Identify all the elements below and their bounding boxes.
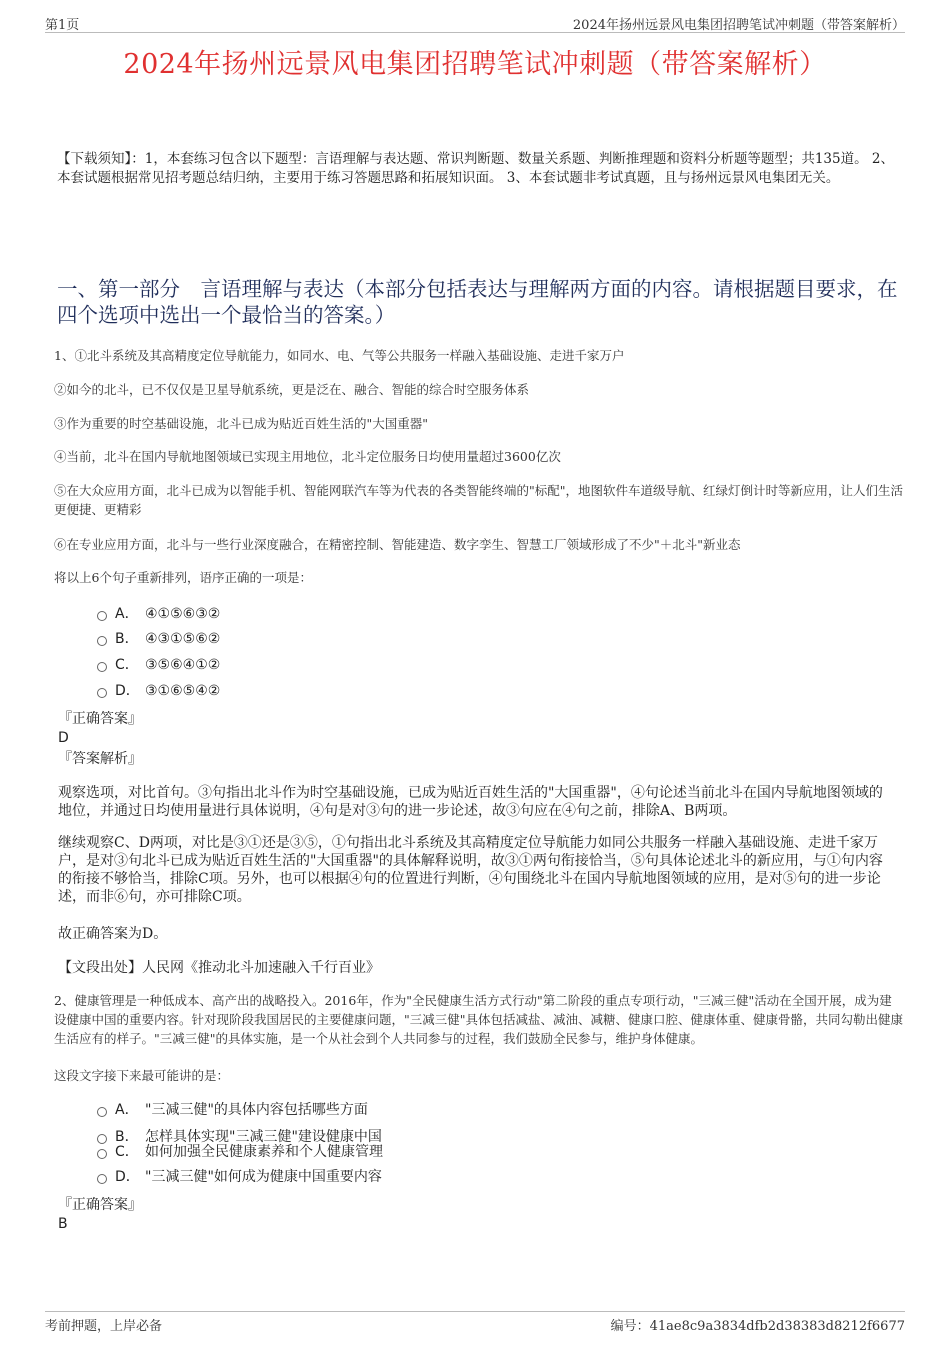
q2-answer-label: 『正确答案』 xyxy=(58,1197,142,1213)
q1-prompt: 将以上6个句子重新排列，语序正确的一项是： xyxy=(54,570,312,585)
header-doc-title: 2024年扬州远景风电集团招聘笔试冲刺题（带答案解析） xyxy=(572,18,905,33)
q2-option-d[interactable]: D． "三减三健"如何成为健康中国重要内容 xyxy=(97,1167,382,1187)
q1-sentence-5: ⑤在大众应用方面，北斗已成为以智能手机、智能网联汽车等为代表的各类智能终端的"标配"，地图软件车道级导航、红绿灯倒计时等新应用，让人们生活更便捷、更精彩 xyxy=(54,483,904,517)
q2-option-c[interactable]: C． 如何加强全民健康素养和个人健康管理 xyxy=(97,1142,383,1162)
q1-analysis-paragraph-2: 继续观察C、D两项，对比是③①还是③⑤，①句指出北斗系统及其高精度定位导航能力如同公共服务一样融入基础设施、走进千家万户，是对③句北斗已成为贴近百姓生活的"大国重器"的具体解释说明，故③①两句衔接恰当，⑤句具体论述北斗的新应用，与①句内容的衔接不够恰当，排除C项。另外，也可以根据④句的位置进行判断，④句围绕北斗在国内导航地图领域的应用，是对⑤句的进一步论述，而非⑥句，亦可排除C项。 xyxy=(58,835,883,905)
footer-doc-id: 编号：41ae8c9a3834dfb2d38383d8212f6677 xyxy=(610,1319,905,1334)
page-title: 2024年扬州远景风电集团招聘笔试冲刺题（带答案解析） xyxy=(123,49,827,80)
q1-sentence-2: ②如今的北斗，已不仅仅是卫星导航系统，更是泛在、融合、智能的综合时空服务体系 xyxy=(54,382,530,397)
q1-sentence-6: ⑥在专业应用方面，北斗与一些行业深度融合，在精密控制、智能建造、数字孪生、智慧工厂领域形成了不少"＋北斗"新业态 xyxy=(54,537,741,552)
page-number: 第1页 xyxy=(45,18,80,33)
q2-stem: 2、健康管理是一种低成本、高产出的战略投入。2016年，作为"全民健康生活方式行动"第二阶段的重点专项行动，"三减三健"活动在全国开展，成为建设健康中国的重要内容。针对现阶段我国居民的主要健康问题，"三减三健"具体包括减盐、减油、减糖、健康口腔、健康体重、健康骨骼，共同勾勒出健康生活应有的样子。"三减三健"的具体实施，是一个从社会到个人共同参与的过程，我们鼓励全民参与，维护身体健康。 xyxy=(54,993,904,1046)
q2-answer: B xyxy=(58,1216,68,1232)
q1-sentence-1: 1、①北斗系统及其高精度定位导航能力，如同水、电、气等公共服务一样融入基础设施、走进千家万户 xyxy=(54,348,625,363)
radio-icon[interactable] xyxy=(97,1174,107,1184)
footer-slogan: 考前押题，上岸必备 xyxy=(45,1319,163,1334)
q1-sentence-4: ④当前，北斗在国内导航地图领域已实现主用地位，北斗定位服务日均使用量超过3600亿次 xyxy=(54,449,561,464)
radio-icon[interactable] xyxy=(97,636,107,646)
page-header xyxy=(45,14,905,33)
q1-option-a[interactable]: A． ④①⑤⑥③② xyxy=(97,604,220,624)
q1-sentence-3: ③作为重要的时空基础设施，北斗已成为贴近百姓生活的"大国重器" xyxy=(54,416,429,431)
radio-icon[interactable] xyxy=(97,1107,107,1117)
q1-analysis-paragraph-1: 观察选项，对比首句。③句指出北斗作为时空基础设施，已成为贴近百姓生活的"大国重器"，④句论述当前北斗在国内导航地图领域的地位，并通过日均使用量进行具体说明，④句是对③句的进一步论述，故③句应在④句之前，排除A、B两项。 xyxy=(58,785,883,819)
q1-analysis-paragraph-3: 故正确答案为D。 xyxy=(58,926,168,942)
radio-icon[interactable] xyxy=(97,1149,107,1159)
q1-analysis-label: 『答案解析』 xyxy=(58,751,142,767)
page-footer xyxy=(45,1311,905,1333)
q1-option-d[interactable]: D． ③①⑥⑤④② xyxy=(97,681,220,701)
radio-icon[interactable] xyxy=(97,688,107,698)
radio-icon[interactable] xyxy=(97,662,107,672)
section-heading: 一、第一部分 言语理解与表达（本部分包括表达与理解两方面的内容。请根据题目要求，在四个选项中选出一个最恰当的答案。） xyxy=(57,277,898,327)
q2-option-a[interactable]: A． "三减三健"的具体内容包括哪些方面 xyxy=(97,1100,368,1120)
q1-source: 【文段出处】人民网《推动北斗加速融入千行百业》 xyxy=(58,960,380,976)
download-notice: 【下载须知】：1，本套练习包含以下题型：言语理解与表达题、常识判断题、数量关系题、判断推理题和资料分析题等题型；共135道。 2、本套试题根据常见招考题总结归纳，主要用于练习答题思路和拓展知识面。 3、本套试题非考试真题，且与扬州远景风电集团无关。 xyxy=(57,151,894,186)
q2-option-b[interactable]: B． 怎样具体实现"三减三健"建设健康中国 xyxy=(97,1127,382,1147)
q1-answer: D xyxy=(58,730,69,746)
q1-option-b[interactable]: B． ④③①⑤⑥② xyxy=(97,629,220,649)
q2-prompt: 这段文字接下来最可能讲的是： xyxy=(54,1068,230,1083)
q1-option-c[interactable]: C． ③⑤⑥④①② xyxy=(97,655,220,675)
q1-answer-label: 『正确答案』 xyxy=(58,711,142,727)
radio-icon[interactable] xyxy=(97,611,107,621)
